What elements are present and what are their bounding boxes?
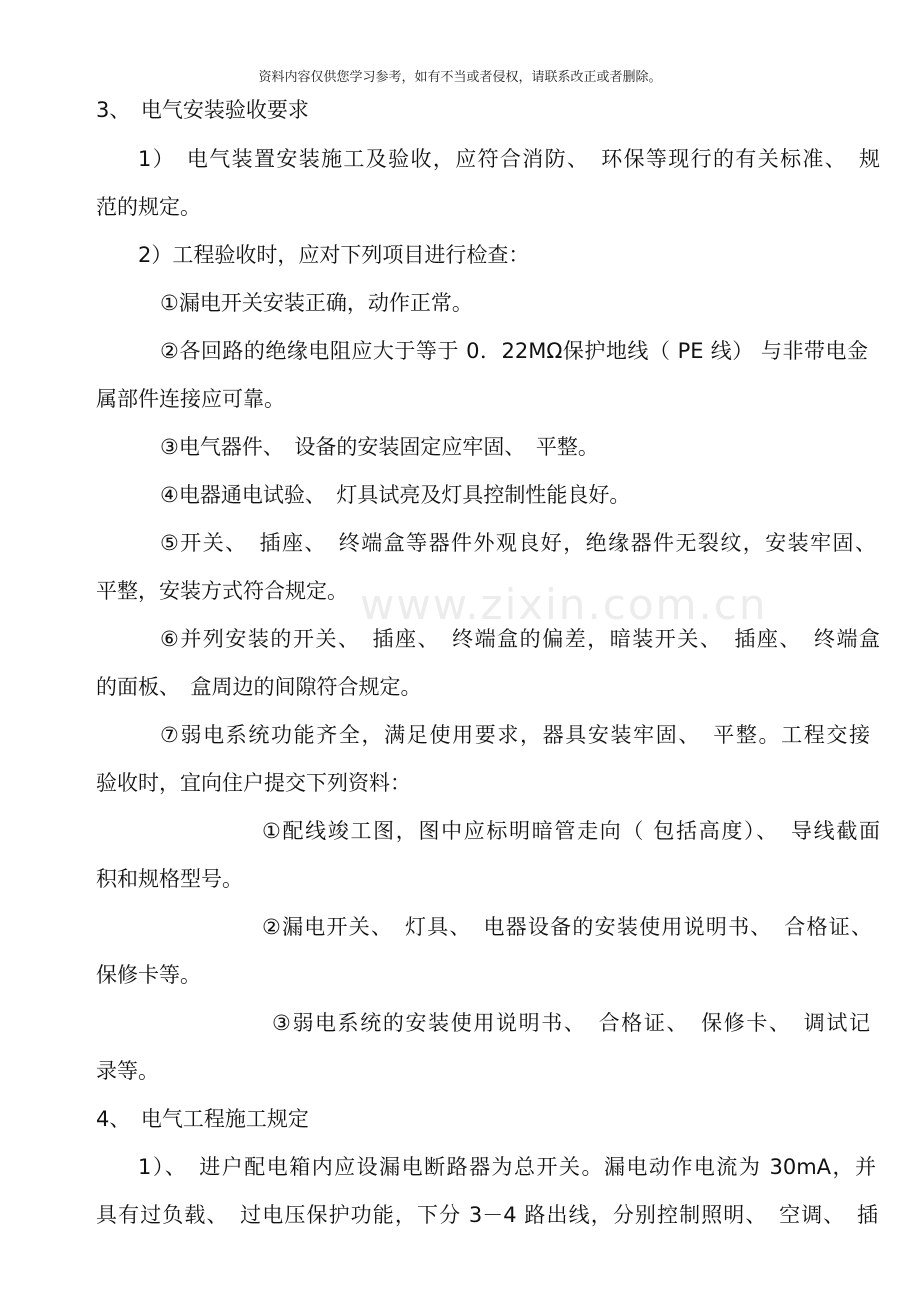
paragraph-line: 具有过负载、 过电压保护功能，下分 3－4 路出线，分别控制照明、 空调、 插 <box>96 1203 878 1227</box>
paragraph-line: 平整，安装方式符合规定。 <box>96 579 348 603</box>
section-heading-4: 4、 电气工程施工规定 <box>96 1107 309 1131</box>
checklist-item: ⑥并列安装的开关、 插座、 终端盒的偏差，暗装开关、 插座、 终端盒 <box>160 627 880 651</box>
document-list-item: ③弱电系统的安装使用说明书、 合格证、 保修卡、 调试记 <box>272 1011 870 1035</box>
document-list-item: ②漏电开关、 灯具、 电器设备的安装使用说明书、 合格证、 <box>262 915 872 939</box>
paragraph-line: 保修卡等。 <box>96 963 201 987</box>
watermark: www.zixin.com.cn <box>360 580 768 629</box>
checklist-item: ②各回路的绝缘电阻应大于等于 0．22MΩ保护地线（ PE 线） 与非带电金 <box>160 339 868 363</box>
paragraph-line: 验收时，宜向住户提交下列资料： <box>96 771 411 795</box>
paragraph-line: 录等。 <box>96 1059 159 1083</box>
paragraph-line: 积和规格型号。 <box>96 867 243 891</box>
paragraph-line: 2）工程验收时，应对下列项目进行检查： <box>138 243 530 267</box>
checklist-item: ⑦弱电系统功能齐全，满足使用要求，器具安装牢固、 平整。工程交接 <box>160 723 870 747</box>
checklist-item: ③电气器件、 设备的安装固定应牢固、 平整。 <box>160 435 599 459</box>
paragraph-line: 1） 电气装置安装施工及验收，应符合消防、 环保等现行的有关标准、 规 <box>138 147 880 171</box>
copyright-notice: 资料内容仅供您学习参考，如有不当或者侵权，请联系改正或者删除。 <box>258 70 662 85</box>
checklist-item: ④电器通电试验、 灯具试亮及灯具控制性能良好。 <box>160 483 631 507</box>
section-heading-3: 3、 电气安装验收要求 <box>96 98 309 122</box>
paragraph-line: 的面板、 盒周边的间隙符合规定。 <box>96 675 422 699</box>
paragraph-line: 属部件连接应可靠。 <box>96 387 285 411</box>
paragraph-line: 范的规定。 <box>96 195 201 219</box>
paragraph-line: 1）、 进户配电箱内应设漏电断路器为总开关。漏电动作电流为 30mA，并 <box>138 1155 876 1179</box>
document-list-item: ①配线竣工图，图中应标明暗管走向（ 包括高度）、 导线截面 <box>262 819 880 843</box>
checklist-item: ①漏电开关安装正确，动作正常。 <box>160 291 473 315</box>
checklist-item: ⑤开关、 插座、 终端盒等器件外观良好，绝缘器件无裂纹，安装牢固、 <box>160 531 876 555</box>
